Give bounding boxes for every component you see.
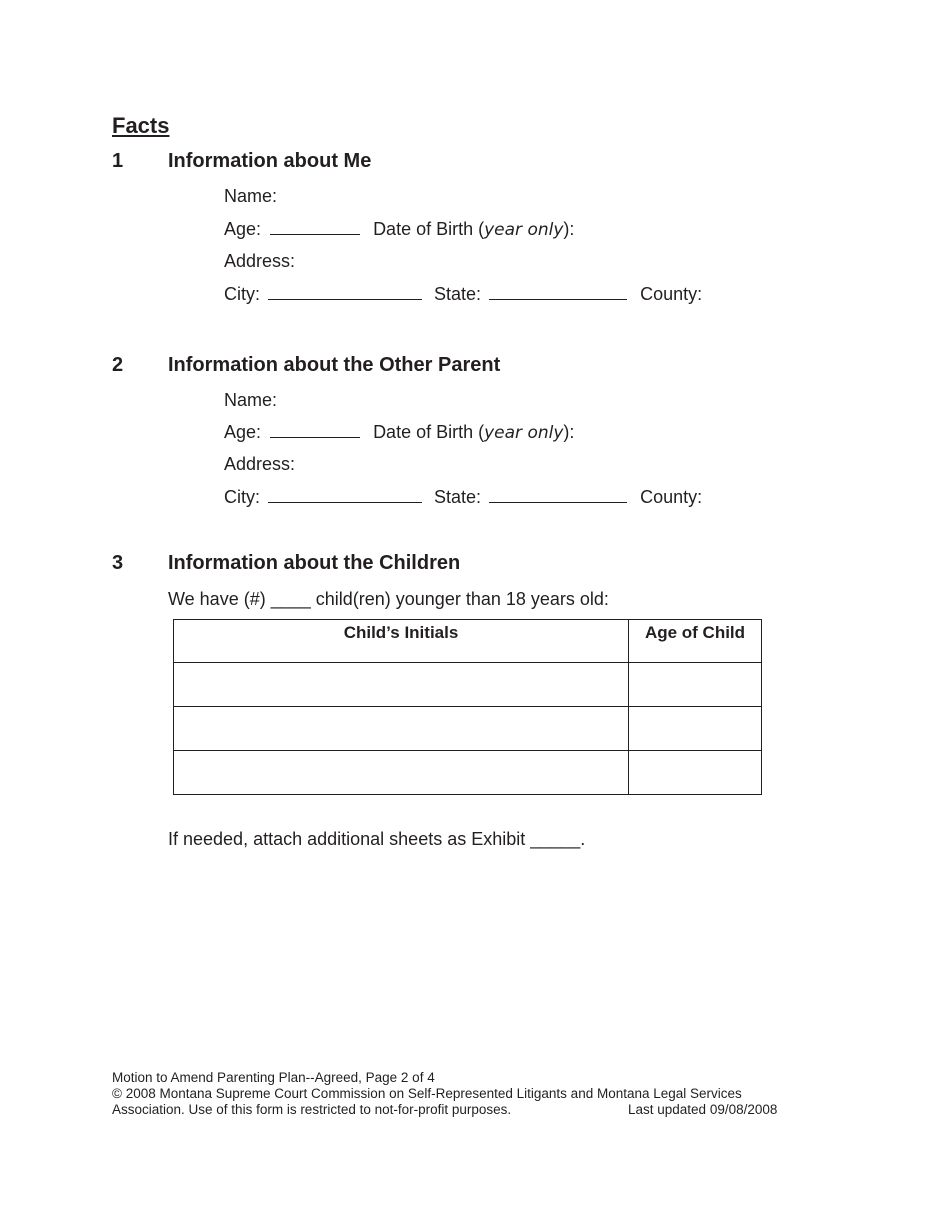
me-city-label: City:: [224, 284, 260, 304]
me-state-label: State:: [434, 284, 482, 304]
table-row: [174, 663, 762, 707]
table-row: [174, 751, 762, 795]
section-1-title: Information about Me: [168, 150, 372, 172]
table-header-row: [174, 620, 762, 663]
other-county-label: County:: [640, 487, 703, 507]
other-city-field[interactable]: [268, 488, 422, 503]
child-initials-cell[interactable]: [174, 751, 629, 795]
facts-heading: Facts: [112, 113, 170, 138]
other-dob-close: ):: [563, 422, 575, 442]
other-location-row: [224, 487, 702, 508]
footer-line-2: © 2008 Montana Supreme Court Commission on Self-Represented Litigants and Montana Legal Services: [112, 1086, 742, 1101]
other-age-field[interactable]: [270, 423, 360, 438]
child-initials-cell[interactable]: [174, 707, 629, 751]
me-age-field[interactable]: [270, 220, 360, 235]
header-age-of-child: Age of Child: [629, 620, 762, 663]
section-2-title: Information about the Other Parent: [168, 354, 501, 376]
exhibit-text: If needed, attach additional sheets as Exhibit _____.: [168, 829, 586, 849]
other-name-label: Name:: [224, 390, 278, 410]
me-state-field[interactable]: [489, 285, 627, 300]
other-city-label: City:: [224, 487, 260, 507]
section-3-title: Information about the Children: [168, 552, 461, 574]
child-initials-cell[interactable]: [174, 663, 629, 707]
me-age-row: [224, 219, 574, 240]
me-name-label: Name:: [224, 186, 278, 206]
child-age-cell[interactable]: [629, 663, 762, 707]
other-dob-label: Date of Birth (: [373, 422, 485, 442]
section-1-number: 1: [112, 150, 124, 172]
footer-last-updated: Last updated 09/08/2008: [628, 1102, 778, 1117]
other-state-field[interactable]: [489, 488, 627, 503]
footer-line-1: Motion to Amend Parenting Plan--Agreed, Page 2 of 4: [112, 1070, 435, 1085]
section-3-number: 3: [112, 552, 124, 574]
header-childs-initials: Child’s Initials: [174, 620, 629, 663]
other-age-label: Age:: [224, 422, 262, 442]
other-dob-italic: year only: [484, 423, 564, 443]
child-age-cell[interactable]: [629, 707, 762, 751]
me-dob-label: Date of Birth (: [373, 219, 485, 239]
me-dob-close: ):: [563, 219, 575, 239]
me-address-label: Address:: [224, 251, 296, 271]
me-location-row: [224, 284, 702, 305]
footer-line-3: Association. Use of this form is restricted to not-for-profit purposes.: [112, 1102, 512, 1117]
children-table: [173, 619, 762, 795]
me-city-field[interactable]: [268, 285, 422, 300]
other-age-row: [224, 422, 574, 443]
children-count-text: We have (#) ____ child(ren) younger than 18 years old:: [168, 589, 609, 609]
table-row: [174, 707, 762, 751]
section-2-number: 2: [112, 354, 124, 376]
me-age-label: Age:: [224, 219, 262, 239]
other-state-label: State:: [434, 487, 482, 507]
child-age-cell[interactable]: [629, 751, 762, 795]
other-address-label: Address:: [224, 454, 296, 474]
me-county-label: County:: [640, 284, 703, 304]
me-dob-italic: year only: [484, 220, 564, 240]
